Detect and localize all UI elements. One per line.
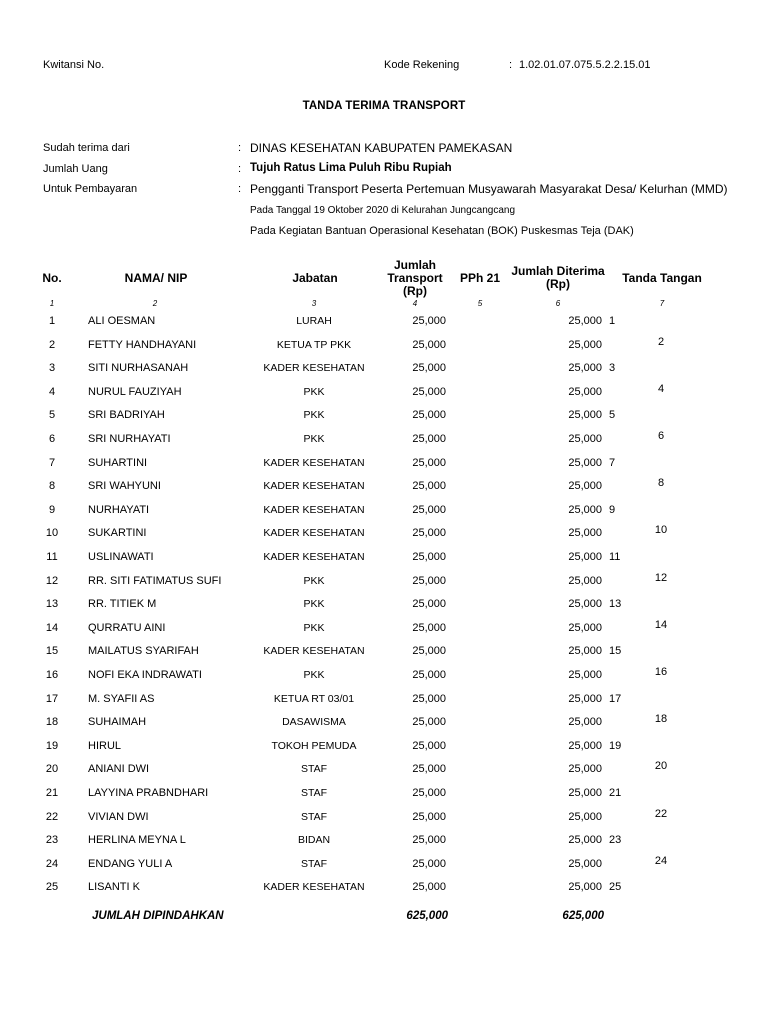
- header-no: No.: [42, 271, 62, 285]
- column-number: 3: [311, 299, 317, 308]
- cell-nama: NOFI EKA INDRAWATI: [88, 669, 202, 681]
- cell-signature-number: 11: [609, 551, 621, 563]
- cell-nama: HIRUL: [88, 739, 122, 752]
- cell-nama: SUKARTINI: [88, 527, 147, 540]
- cell-no: 9: [48, 503, 56, 516]
- cell-no: 7: [48, 456, 56, 469]
- cell-signature-number: 20: [654, 760, 668, 773]
- header-pph21: PPh 21: [459, 271, 501, 285]
- cell-no: 21: [45, 787, 59, 799]
- header-diterima-line-2: (Rp): [546, 277, 570, 291]
- cell-diterima: 25,000: [568, 692, 602, 705]
- header-diterima-line-1: Jumlah Diterima: [511, 264, 605, 278]
- cell-no: 8: [48, 480, 56, 493]
- cell-diterima: 25,000: [568, 503, 602, 516]
- cell-jabatan: BIDAN: [297, 834, 331, 847]
- cell-diterima: 25,000: [568, 574, 602, 587]
- cell-nama: SITI NURHASANAH: [88, 362, 189, 375]
- cell-no: 15: [45, 645, 59, 658]
- cell-diterima: 25,000: [568, 739, 602, 752]
- cell-diterima: 25,000: [568, 857, 602, 870]
- document-title: TANDA TERIMA TRANSPORT: [302, 100, 466, 112]
- total-diterima: 625,000: [562, 910, 604, 922]
- cell-signature-number: 14: [654, 618, 668, 631]
- header-diterima: [508, 265, 608, 291]
- cell-transport: 25,000: [412, 409, 446, 422]
- untuk-pembayaran-value: Pengganti Transport Peserta Pertemuan Musyawarah Masyarakat Desa/ Kelurhan (MMD): [250, 182, 728, 196]
- cell-no: 11: [46, 551, 58, 563]
- cell-jabatan: KADER KESEHATAN: [263, 551, 365, 563]
- cell-transport: 25,000: [412, 645, 446, 658]
- cell-no: 6: [48, 433, 56, 445]
- jumlah-uang-value: Tujuh Ratus Lima Puluh Ribu Rupiah: [250, 162, 452, 174]
- cell-jabatan: KADER KESEHATAN: [263, 456, 365, 469]
- cell-jabatan: PKK: [303, 574, 325, 587]
- cell-diterima: 25,000: [568, 621, 602, 634]
- cell-signature-number: 4: [657, 382, 665, 395]
- cell-jabatan: STAF: [300, 810, 328, 823]
- cell-diterima: 25,000: [568, 716, 602, 729]
- cell-transport: 25,000: [412, 574, 446, 587]
- cell-diterima: 25,000: [568, 763, 602, 776]
- cell-no: 20: [45, 763, 59, 776]
- jumlah-uang-label: Jumlah Uang: [43, 163, 108, 175]
- cell-no: 4: [48, 385, 56, 398]
- cell-nama: SRI NURHAYATI: [88, 433, 171, 445]
- cell-transport: 25,000: [412, 456, 446, 469]
- header-transport: [370, 259, 460, 298]
- header-jabatan: Jabatan: [292, 271, 338, 285]
- cell-diterima: 25,000: [568, 598, 602, 611]
- cell-diterima: 25,000: [568, 810, 602, 823]
- cell-transport: 25,000: [412, 692, 446, 705]
- cell-nama: M. SYAFII AS: [88, 692, 155, 705]
- cell-jabatan: LURAH: [296, 315, 332, 327]
- header-nama: NAMA/ NIP: [124, 271, 188, 285]
- cell-no: 1: [48, 315, 56, 327]
- cell-transport: 25,000: [412, 834, 446, 847]
- table-row: [0, 335, 768, 363]
- cell-diterima: 25,000: [568, 409, 602, 422]
- cell-transport: 25,000: [412, 362, 446, 375]
- cell-no: 3: [48, 362, 56, 375]
- cell-jabatan: KADER KESEHATAN: [263, 362, 365, 375]
- cell-nama: RR. SITI FATIMATUS SUFI: [88, 574, 222, 587]
- cell-nama: NURUL FAUZIYAH: [88, 385, 182, 398]
- cell-nama: LISANTI K: [88, 881, 140, 894]
- info-separator: :: [238, 163, 242, 175]
- cell-jabatan: KETUA RT 03/01: [273, 692, 355, 705]
- cell-signature-number: 2: [657, 335, 665, 348]
- column-number: 5: [477, 299, 483, 308]
- cell-signature-number: 3: [609, 362, 616, 375]
- cell-no: 18: [45, 716, 59, 729]
- cell-transport: 25,000: [412, 480, 446, 493]
- cell-jabatan: STAF: [300, 787, 328, 799]
- cell-transport: 25,000: [412, 315, 446, 327]
- cell-nama: NURHAYATI: [88, 503, 150, 516]
- cell-transport: 25,000: [412, 669, 446, 681]
- cell-diterima: 25,000: [568, 362, 602, 375]
- cell-transport: 25,000: [412, 621, 446, 634]
- cell-signature-number: 17: [609, 692, 622, 705]
- kode-rekening-value: 1.02.01.07.075.5.2.2.15.01: [519, 59, 651, 71]
- cell-transport: 25,000: [412, 385, 446, 398]
- cell-transport: 25,000: [412, 787, 446, 799]
- cell-diterima: 25,000: [568, 480, 602, 493]
- cell-jabatan: KADER KESEHATAN: [263, 645, 365, 658]
- column-number: 6: [555, 299, 561, 308]
- cell-diterima: 25,000: [568, 338, 602, 351]
- table-row: [0, 854, 768, 882]
- cell-no: 23: [45, 834, 59, 847]
- table-row: [0, 571, 768, 599]
- cell-signature-number: 25: [609, 881, 622, 894]
- cell-no: 13: [45, 598, 59, 611]
- cell-transport: 25,000: [412, 716, 446, 729]
- cell-no: 25: [45, 881, 59, 894]
- table-row: [0, 713, 768, 740]
- cell-diterima: 25,000: [568, 456, 602, 469]
- info-separator: :: [238, 183, 242, 195]
- cell-no: 2: [48, 338, 56, 351]
- cell-transport: 25,000: [412, 598, 446, 611]
- sudah-terima-value: DINAS KESEHATAN KABUPATEN PAMEKASAN: [250, 141, 513, 155]
- table-row: [0, 524, 768, 551]
- cell-transport: 25,000: [412, 881, 446, 894]
- cell-jabatan: PKK: [303, 385, 325, 398]
- table-row: [0, 881, 768, 905]
- total-label: JUMLAH DIPINDAHKAN: [92, 910, 224, 922]
- cell-diterima: 25,000: [568, 787, 602, 799]
- cell-no: 24: [45, 857, 59, 870]
- cell-jabatan: PKK: [303, 621, 325, 634]
- table-row: [0, 760, 768, 787]
- cell-transport: 25,000: [412, 503, 446, 516]
- cell-no: 12: [45, 574, 59, 587]
- cell-nama: SUHAIMAH: [88, 716, 147, 729]
- cell-transport: 25,000: [412, 763, 446, 776]
- cell-jabatan: PKK: [303, 409, 325, 422]
- cell-transport: 25,000: [412, 433, 446, 445]
- cell-nama: RR. TITIEK M: [88, 598, 157, 611]
- cell-nama: ENDANG YULI A: [88, 857, 173, 870]
- cell-signature-number: 23: [609, 834, 622, 847]
- kwitansi-label: Kwitansi No.: [43, 59, 105, 71]
- untuk-pembayaran-label: Untuk Pembayaran: [43, 183, 138, 195]
- cell-signature-number: 10: [654, 524, 668, 537]
- cell-transport: 25,000: [412, 527, 446, 540]
- cell-no: 10: [45, 527, 59, 540]
- column-number: 4: [412, 299, 418, 308]
- kode-rekening-label: Kode Rekening: [384, 59, 460, 71]
- cell-signature-number: 6: [657, 430, 665, 442]
- cell-signature-number: 21: [609, 787, 622, 799]
- table-row: [0, 618, 768, 646]
- cell-jabatan: PKK: [303, 433, 325, 445]
- cell-signature-number: 15: [609, 645, 622, 658]
- cell-nama: SUHARTINI: [88, 456, 148, 469]
- cell-nama: HERLINA MEYNA L: [88, 834, 186, 847]
- sudah-terima-label: Sudah terima dari: [43, 142, 130, 154]
- table-row: [0, 477, 768, 504]
- cell-no: 14: [45, 621, 59, 634]
- total-transport: 625,000: [406, 910, 448, 922]
- cell-diterima: 25,000: [568, 433, 602, 445]
- info-separator: :: [238, 142, 242, 154]
- cell-signature-number: 16: [654, 666, 668, 678]
- cell-nama: FETTY HANDHAYANI: [88, 338, 197, 351]
- cell-jabatan: KADER KESEHATAN: [263, 503, 365, 516]
- cell-nama: SRI WAHYUNI: [88, 480, 161, 493]
- cell-nama: LAYYINA PRABNDHARI: [88, 787, 209, 799]
- cell-nama: VIVIAN DWI: [88, 810, 149, 823]
- cell-no: 5: [48, 409, 56, 422]
- cell-diterima: 25,000: [568, 385, 602, 398]
- header-transport-line-2: Transport: [387, 271, 443, 285]
- table-row: [0, 382, 768, 410]
- cell-signature-number: 7: [609, 456, 616, 469]
- cell-nama: ALI OESMAN: [88, 315, 156, 327]
- column-number: 2: [152, 299, 158, 308]
- cell-nama: MAILATUS SYARIFAH: [88, 645, 199, 658]
- cell-transport: 25,000: [412, 857, 446, 870]
- cell-nama: QURRATU AINI: [88, 621, 166, 634]
- header-tanda-tangan: Tanda Tangan: [622, 271, 702, 285]
- cell-diterima: 25,000: [568, 551, 602, 563]
- cell-no: 19: [45, 739, 59, 752]
- cell-jabatan: PKK: [303, 598, 325, 611]
- cell-jabatan: KETUA TP PKK: [276, 338, 352, 351]
- column-number: 7: [659, 299, 665, 308]
- cell-transport: 25,000: [412, 810, 446, 823]
- cell-signature-number: 22: [654, 807, 668, 820]
- kegiatan-line: Pada Kegiatan Bantuan Operasional Kesehatan (BOK) Puskesmas Teja (DAK): [250, 225, 634, 237]
- table-row: [0, 807, 768, 835]
- cell-signature-number: 19: [609, 739, 622, 752]
- cell-signature-number: 1: [609, 315, 616, 327]
- header-transport-line-3: (Rp): [403, 284, 427, 298]
- table-row: [0, 430, 768, 457]
- cell-nama: SRI BADRIYAH: [88, 409, 165, 422]
- tanggal-line: Pada Tanggal 19 Oktober 2020 di Kelurahan Jungcangcang: [250, 205, 516, 216]
- cell-no: 17: [45, 692, 59, 705]
- cell-jabatan: KADER KESEHATAN: [263, 480, 365, 493]
- cell-nama: USLINAWATI: [88, 551, 154, 563]
- cell-jabatan: STAF: [300, 763, 328, 776]
- cell-jabatan: DASAWISMA: [282, 716, 346, 729]
- cell-signature-number: 8: [657, 477, 665, 490]
- cell-jabatan: KADER KESEHATAN: [263, 881, 365, 894]
- cell-jabatan: PKK: [303, 669, 325, 681]
- cell-jabatan: KADER KESEHATAN: [263, 527, 365, 540]
- cell-jabatan: STAF: [300, 857, 328, 870]
- kode-rekening-separator: :: [509, 59, 513, 71]
- cell-diterima: 25,000: [568, 315, 602, 327]
- cell-diterima: 25,000: [568, 669, 602, 681]
- cell-signature-number: 24: [654, 854, 668, 867]
- header-transport-line-1: Jumlah: [393, 258, 436, 272]
- cell-diterima: 25,000: [568, 645, 602, 658]
- cell-signature-number: 18: [654, 713, 668, 726]
- cell-diterima: 25,000: [568, 834, 602, 847]
- cell-transport: 25,000: [412, 338, 446, 351]
- cell-no: 22: [45, 810, 59, 823]
- table-row: [0, 666, 768, 693]
- cell-diterima: 25,000: [568, 881, 602, 894]
- column-number: 1: [49, 299, 55, 308]
- cell-signature-number: 9: [609, 503, 616, 516]
- cell-signature-number: 13: [609, 598, 622, 611]
- cell-no: 16: [45, 669, 59, 681]
- cell-nama: ANIANI DWI: [88, 763, 150, 776]
- cell-signature-number: 12: [654, 571, 668, 584]
- cell-transport: 25,000: [412, 739, 446, 752]
- cell-signature-number: 5: [609, 409, 616, 422]
- cell-jabatan: TOKOH PEMUDA: [271, 739, 357, 752]
- cell-transport: 25,000: [412, 551, 446, 563]
- cell-diterima: 25,000: [568, 527, 602, 540]
